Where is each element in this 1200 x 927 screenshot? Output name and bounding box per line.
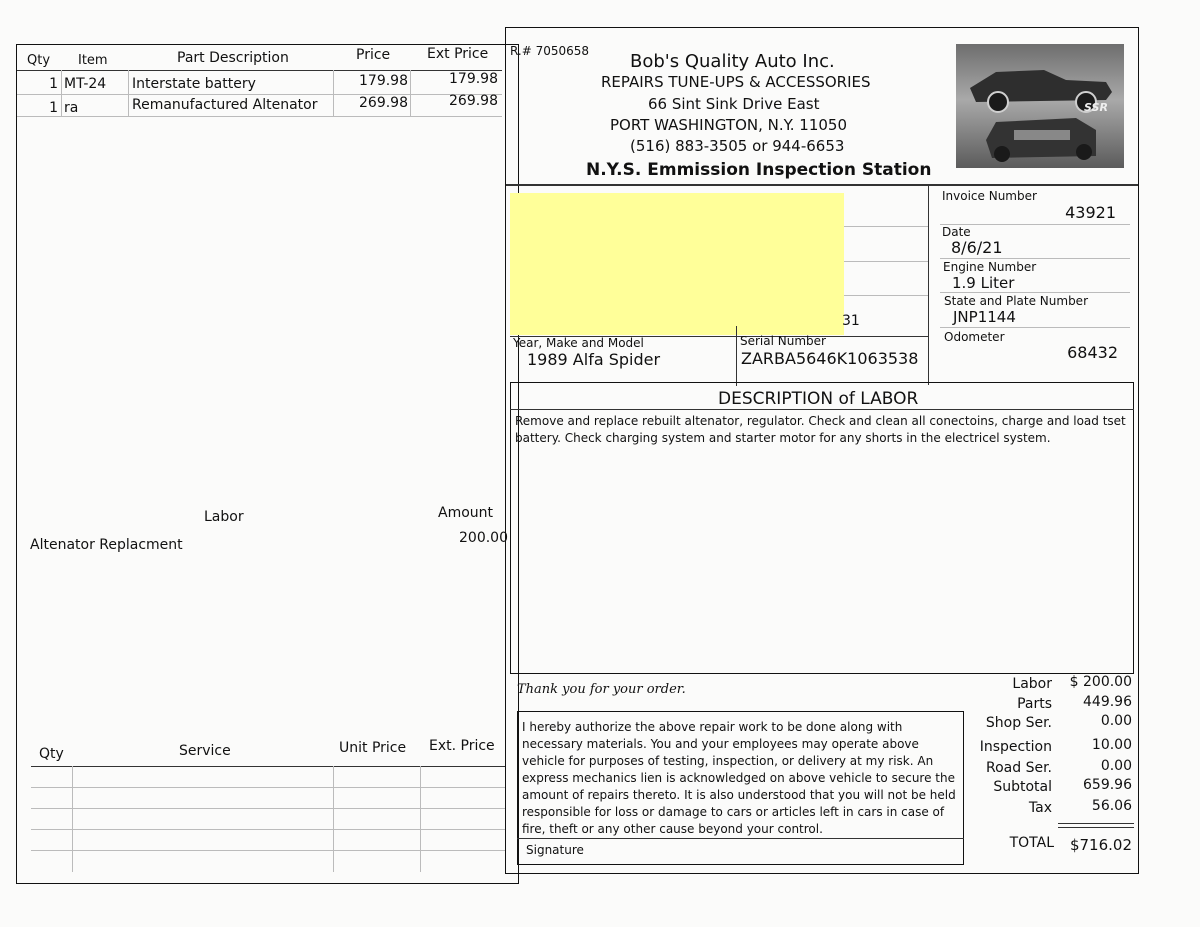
invoice-row-divider: [940, 292, 1130, 293]
odometer-value: 68432: [1067, 343, 1118, 362]
total-value: $716.02: [1069, 836, 1132, 854]
totals-label: Tax: [1028, 800, 1052, 816]
service-row-divider: [31, 808, 505, 809]
service-col-divider: [72, 766, 73, 872]
service-header-unit-price: Unit Price: [339, 740, 407, 756]
truck-photo: [956, 44, 1124, 168]
labor-line-amount: 200.00: [459, 530, 508, 546]
parts-row-divider-2: [17, 116, 502, 117]
year-make-model-value: 1989 Alfa Spider: [527, 350, 661, 369]
customer-phone-tail: 31: [842, 313, 860, 329]
service-header-service: Service: [179, 743, 231, 759]
totals-value: 0.00: [1100, 758, 1132, 774]
customer-row-divider: [844, 295, 928, 296]
totals-value: 0.00: [1100, 713, 1132, 729]
totals-label: Parts: [1017, 696, 1052, 712]
part-ext-price: 179.98: [449, 71, 498, 87]
shop-address-city: PORT WASHINGTON, N.Y. 11050: [610, 116, 848, 134]
totals-label: Road Ser.: [985, 760, 1052, 776]
parts-header-divider: [17, 70, 502, 71]
date-label: Date: [942, 225, 971, 239]
part-ext-price: 269.98: [449, 93, 498, 109]
signature-divider: [517, 838, 964, 839]
service-col-divider: [420, 766, 421, 872]
labor-line-description: Altenator Replacment: [30, 537, 183, 553]
parts-col-divider: [333, 70, 334, 116]
service-header-divider: [31, 766, 505, 767]
totals-value: 659.96: [1083, 777, 1132, 793]
serial-number-value: ZARBA5646K1063538: [741, 349, 919, 368]
part-price: 269.98: [359, 95, 408, 111]
totals-value: 10.00: [1091, 737, 1132, 753]
labor-header: Labor: [204, 509, 244, 525]
labor-description-title-divider: [510, 409, 1134, 410]
plate-value: JNP1144: [953, 308, 1016, 326]
part-qty: 1: [49, 76, 58, 92]
part-item: MT-24: [64, 76, 107, 92]
emission-station-title: N.Y.S. Emmission Inspection Station: [586, 160, 932, 180]
customer-row-divider: [844, 261, 928, 262]
authorization-text: I hereby authorize the above repair work to be done along with necessary materials. You and your employees may operate above vehicle for purposes of testing, inspection, or delivery at my risk. An express mechanics lien is acknowledged on above vehicle to secure the amount of repairs thereto. It is also understood that you will not be held responsible for loss or damage to cars or articles left in cars in case of fire, theft or any other cause beyond your control.: [522, 720, 956, 836]
invoice-number: 43921: [1065, 203, 1116, 222]
year-make-model-label: Year, Make and Model: [513, 336, 644, 350]
engine-number-label: Engine Number: [943, 260, 1037, 274]
parts-col-divider: [410, 70, 411, 116]
repair-order-number: R.# 7050658: [510, 44, 590, 58]
redacted-customer-info: [510, 193, 844, 335]
invoice-row-divider: [940, 258, 1130, 259]
amount-header: Amount: [438, 505, 494, 521]
service-col-divider: [333, 766, 334, 872]
shop-phone: (516) 883-3505 or 944-6653: [630, 137, 845, 155]
left-panel: [16, 44, 519, 884]
parts-header-item: Item: [78, 53, 108, 68]
totals-value: 56.06: [1091, 798, 1132, 814]
totals-label: Shop Ser.: [985, 715, 1052, 731]
part-description: Remanufactured Altenator: [132, 97, 318, 113]
total-rule-double: [1058, 827, 1134, 828]
engine-number-value: 1.9 Liter: [952, 274, 1015, 292]
odometer-label: Odometer: [944, 330, 1005, 344]
service-row-divider: [31, 829, 505, 830]
invoice-number-label: Invoice Number: [942, 189, 1037, 203]
parts-header-description: Part Description: [177, 50, 289, 66]
totals-value: 449.96: [1083, 694, 1132, 710]
parts-header-ext-price: Ext Price: [427, 46, 489, 62]
invoice-row-divider: [940, 327, 1130, 328]
totals-label: Inspection: [979, 739, 1052, 755]
parts-header-qty: Qty: [27, 53, 51, 68]
thank-you-note: Thank you for your order.: [517, 682, 686, 697]
labor-description-text: Remove and replace rebuilt altenator, regulator. Check and clean all conectoins, charge and load tset battery. Check charging system and starter motor for any shorts in the electricel system.: [515, 414, 1126, 445]
totals-label: Labor: [1012, 676, 1052, 692]
parts-col-divider: [128, 70, 129, 116]
totals-value: $ 200.00: [1069, 674, 1132, 690]
service-header-ext-price: Ext. Price: [429, 738, 495, 754]
parts-col-divider: [61, 70, 62, 116]
total-label: TOTAL: [1009, 835, 1054, 851]
part-price: 179.98: [359, 73, 408, 89]
invoice-column-divider: [928, 185, 929, 385]
service-row-divider: [31, 787, 505, 788]
service-row-divider: [31, 850, 505, 851]
customer-row-divider: [844, 226, 928, 227]
service-header-qty: Qty: [39, 746, 64, 762]
serial-number-label: Serial Number: [740, 334, 826, 348]
parts-header-price: Price: [356, 47, 391, 63]
vehicle-col-divider: [736, 326, 737, 386]
shop-tagline: REPAIRS TUNE-UPS & ACCESSORIES: [601, 73, 871, 91]
truck-badge: SSR: [1084, 101, 1108, 114]
plate-label: State and Plate Number: [944, 294, 1088, 308]
totals-label: Subtotal: [993, 779, 1052, 795]
total-rule: [1058, 823, 1134, 824]
part-item: ra: [64, 100, 79, 116]
signature-label: Signature: [526, 843, 584, 857]
part-description: Interstate battery: [132, 76, 256, 92]
part-qty: 1: [49, 100, 58, 116]
labor-description-title: DESCRIPTION of LABOR: [718, 389, 919, 409]
shop-name: Bob's Quality Auto Inc.: [630, 51, 835, 72]
header-divider: [506, 184, 1138, 186]
shop-address-street: 66 Sint Sink Drive East: [648, 95, 820, 113]
date-value: 8/6/21: [951, 238, 1003, 257]
